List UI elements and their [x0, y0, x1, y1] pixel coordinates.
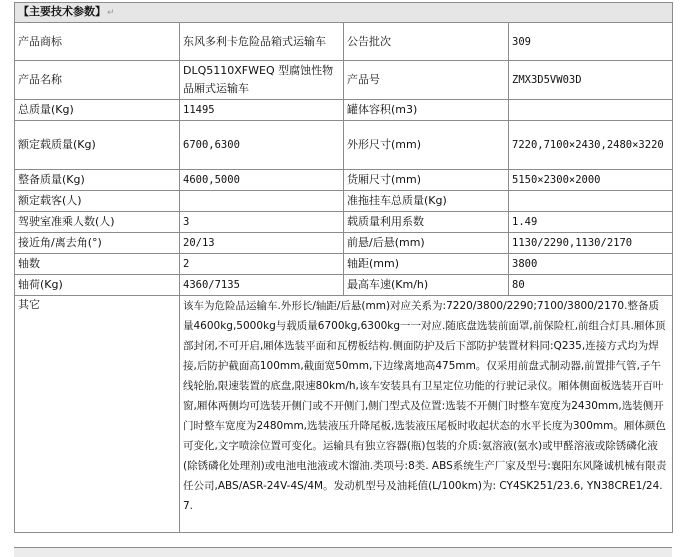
field-value: 6700,6300: [180, 121, 344, 170]
table-row: [15, 233, 673, 254]
table-row: [15, 23, 673, 61]
field-label: 总质量(Kg): [15, 100, 180, 121]
field-label: 轴距(mm): [344, 254, 509, 275]
field-label: 产品号: [344, 61, 509, 100]
field-label: 产品商标: [15, 23, 180, 61]
field-label: 产品名称: [15, 61, 180, 100]
field-value: 80: [509, 275, 673, 296]
field-label: 驾驶室准乘人数(人): [15, 212, 180, 233]
field-value: 1.49: [509, 212, 673, 233]
field-label: 接近角/离去角(°): [15, 233, 180, 254]
field-label: 公告批次: [344, 23, 509, 61]
field-value: 20/13: [180, 233, 344, 254]
table-row: [15, 191, 673, 212]
section-title-cell: [15, 3, 673, 23]
field-value: 7220,7100×2430,2480×3220: [509, 121, 673, 170]
other-description: 该车为危险品运输车.外形长/轴距/后悬(mm)对应关系为:7220/3800/2290;7100/3800/2170.整备质量4600kg,5000kg与载质量6700kg,6300kg一一对应.随底盘选装前面罩,前保险杠,前组合灯具.厢体顶部封闭,不可开启,厢体选装平面和瓦楞板结构.侧面防护及后下部防护装置材料同:Q235,连接方式均为焊接,后防护截面高100mm,截面宽50mm,下边缘离地高475mm。仅采用前盘式制动器,前置排气管,子午线轮胎,限速装置的底盘,限速80km/h,该车安装具有卫星定位功能的行驶记录仪。厢体侧面板选装开百叶窗,厢体两侧均可选装开侧门或不开侧门,侧门型式及位置:选装不开侧门时整车宽度为2430mm,选装侧开门时整车宽度为2480mm,选装液压升降尾板,选装液压尾板时收起状态的水平长度为300mm。厢体颜色可变化,文字喷涂位置可变化。运输具有独立容器(瓶)包装的介质:氨溶液(氨水)或甲醛溶液或除锈磷化液(除锈磷化处理剂)或电池电池液或木馏油.类项号:8类. ABS系统生产厂家及型号:襄阳东风隆诚机械有限责任公司,ABS/ASR-24V-4S/4M。发动机型号及油耗值(L/100km)为: CY4SK251/23.6, YN38CRE1/24.7.: [180, 296, 673, 533]
field-label: 最高车速(Km/h): [344, 275, 509, 296]
field-value: 4600,5000: [180, 170, 344, 191]
table-row: [15, 100, 673, 121]
spec-table-wrapper: [14, 2, 672, 533]
field-value: [180, 191, 344, 212]
table-row: [15, 212, 673, 233]
table-row: [15, 275, 673, 296]
field-value: 3800: [509, 254, 673, 275]
field-value: 1130/2290,1130/2170: [509, 233, 673, 254]
table-row: [15, 121, 673, 170]
field-value: 东风多利卡危险品箱式运输车: [180, 23, 344, 61]
field-value: 309: [509, 23, 673, 61]
field-value: 5150×2300×2000: [509, 170, 673, 191]
section-title: 【主要技术参数】: [18, 5, 106, 18]
field-label: 准拖挂车总质量(Kg): [344, 191, 509, 212]
table-row: [15, 254, 673, 275]
field-label: 外形尺寸(mm): [344, 121, 509, 170]
field-value: DLQ5110XFWEQ 型腐蚀性物品厢式运输车: [180, 61, 344, 100]
field-label: 前悬/后悬(mm): [344, 233, 509, 254]
table-row-other: [15, 296, 673, 533]
field-label: 额定载客(人): [15, 191, 180, 212]
field-value: 11495: [180, 100, 344, 121]
field-value: ZMX3D5VW03D: [509, 61, 673, 100]
field-value: [509, 191, 673, 212]
spec-table-header: [15, 3, 673, 23]
field-label: 载质量利用系数: [344, 212, 509, 233]
field-value: 3: [180, 212, 344, 233]
field-label: 额定载质量(Kg): [15, 121, 180, 170]
field-label: 其它: [15, 296, 180, 533]
field-value: [509, 100, 673, 121]
field-value: 2: [180, 254, 344, 275]
field-value: 4360/7135: [180, 275, 344, 296]
table-row: [15, 170, 673, 191]
field-label: 轴荷(Kg): [15, 275, 180, 296]
field-label: 罐体容积(m3): [344, 100, 509, 121]
field-label: 货厢尺寸(mm): [344, 170, 509, 191]
field-label: 轴数: [15, 254, 180, 275]
paragraph-mark-icon: ↵: [107, 8, 115, 18]
spec-table: [14, 2, 673, 533]
table-row: [15, 61, 673, 100]
field-label: 整备质量(Kg): [15, 170, 180, 191]
